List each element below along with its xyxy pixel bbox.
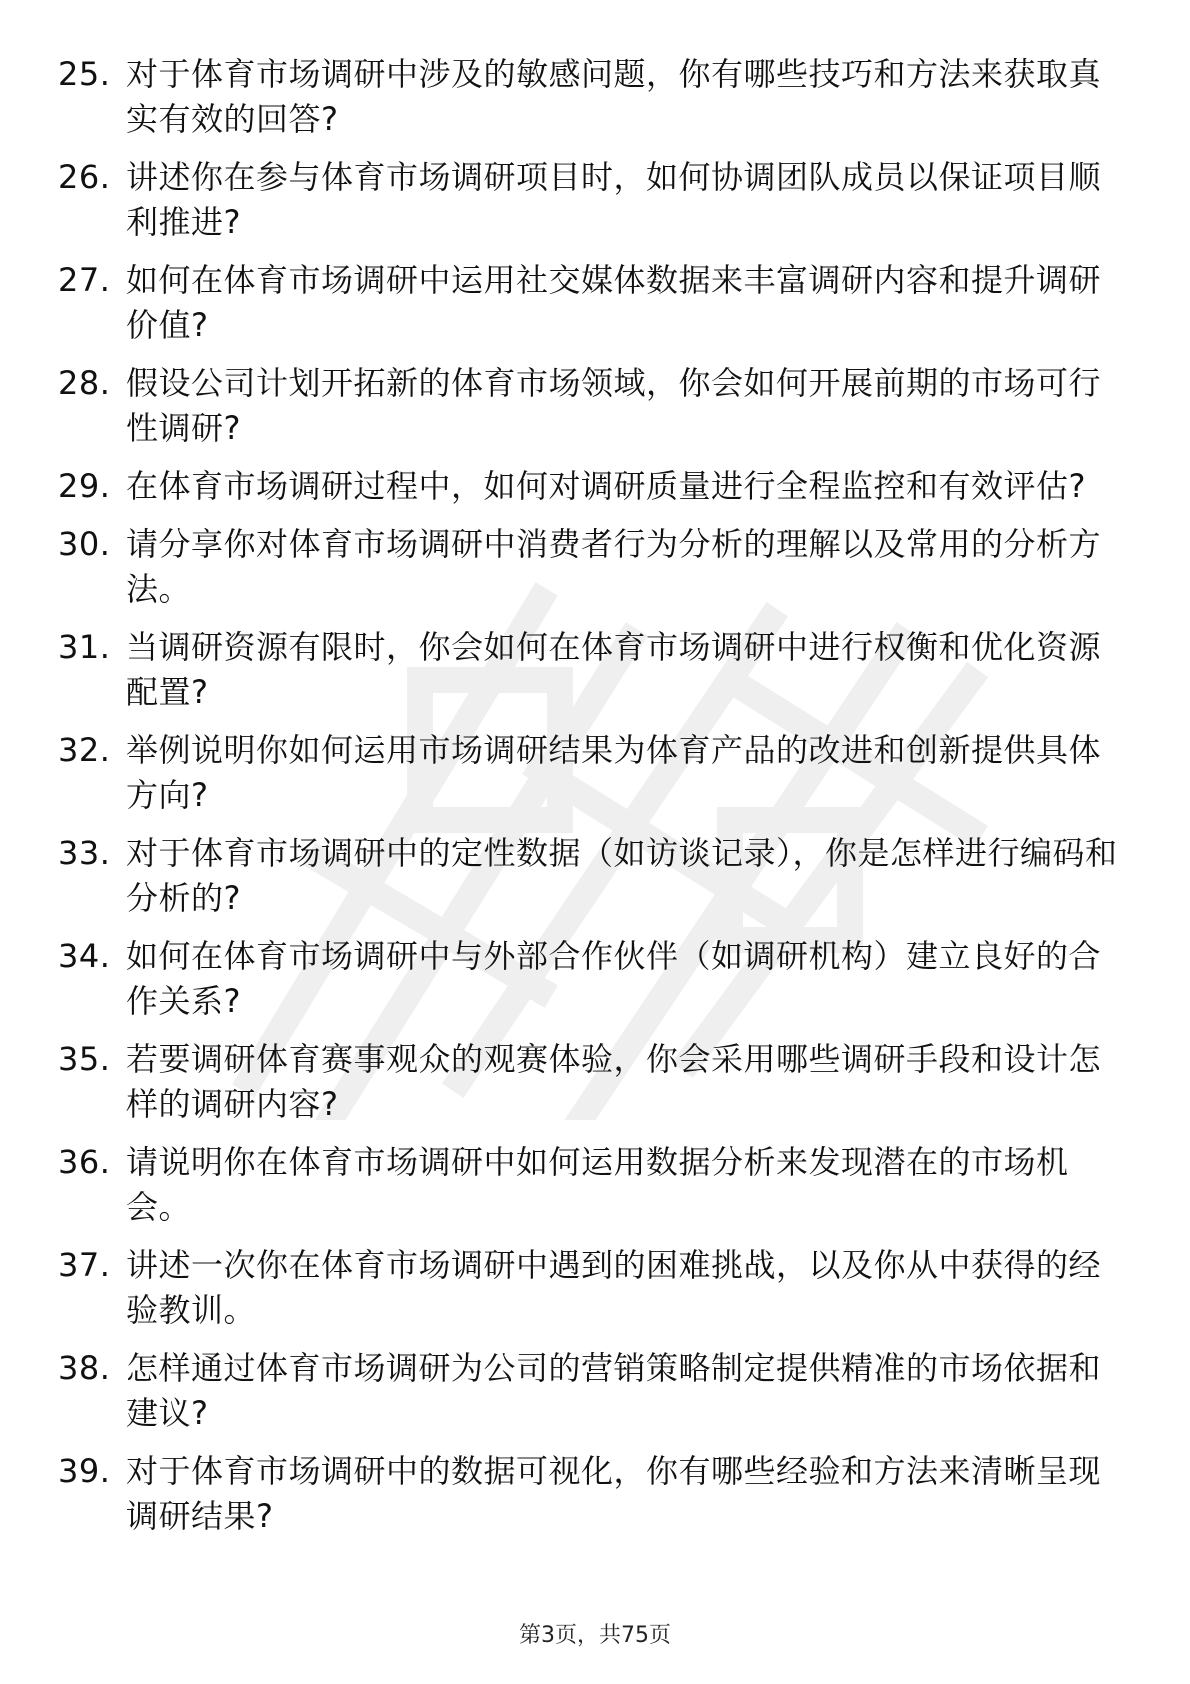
question-text: 如何在体育市场调研中运用社交媒体数据来丰富调研内容和提升调研价值? [126, 261, 1102, 344]
question-text: 如何在体育市场调研中与外部合作伙伴（如调研机构）建立良好的合作关系? [126, 937, 1102, 1020]
question-text: 当调研资源有限时，你会如何在体育市场调研中进行权衡和优化资源配置? [126, 628, 1102, 711]
page-footer: 第3页，共75页 [519, 1623, 671, 1648]
question-item [58, 625, 1118, 715]
question-item [58, 934, 1118, 1024]
question-item [58, 1037, 1118, 1127]
question-number: 26. [58, 158, 111, 196]
question-item [58, 1243, 1118, 1333]
question-item [58, 728, 1118, 818]
question-text: 若要调研体育赛事观众的观赛体验，你会采用哪些调研手段和设计怎样的调研内容? [126, 1040, 1102, 1123]
question-item [58, 361, 1118, 451]
question-number: 29. [58, 467, 111, 505]
question-item [58, 155, 1118, 245]
question-text: 请分享你对体育市场调研中消费者行为分析的理解以及常用的分析方法。 [126, 525, 1102, 608]
question-number: 39. [58, 1452, 111, 1490]
question-text: 对于体育市场调研中涉及的敏感问题，你有哪些技巧和方法来获取真实有效的回答? [126, 55, 1102, 138]
question-text: 怎样通过体育市场调研为公司的营销策略制定提供精准的市场依据和建议? [126, 1349, 1102, 1432]
question-item [58, 522, 1118, 612]
question-text: 讲述你在参与体育市场调研项目时，如何协调团队成员以保证项目顺利推进? [126, 158, 1102, 241]
question-text: 请说明你在体育市场调研中如何运用数据分析来发现潜在的市场机会。 [126, 1143, 1069, 1226]
question-text: 对于体育市场调研中的定性数据（如访谈记录），你是怎样进行编码和分析的? [126, 834, 1118, 917]
question-number: 36. [58, 1143, 111, 1181]
question-number: 34. [58, 937, 111, 975]
question-number: 31. [58, 628, 111, 666]
question-number: 27. [58, 261, 111, 299]
question-number: 28. [58, 364, 111, 402]
question-number: 25. [58, 55, 111, 93]
question-item [58, 1346, 1118, 1436]
question-item [58, 52, 1118, 142]
question-number: 33. [58, 834, 111, 872]
question-number: 37. [58, 1246, 111, 1284]
question-number: 32. [58, 731, 111, 769]
question-item [58, 1449, 1118, 1539]
question-item [58, 1140, 1118, 1230]
question-item [58, 464, 1118, 509]
question-item [58, 258, 1118, 348]
question-item [58, 831, 1118, 921]
question-text: 假设公司计划开拓新的体育市场领域，你会如何开展前期的市场可行性调研? [126, 364, 1102, 447]
question-number: 38. [58, 1349, 111, 1387]
question-text: 在体育市场调研过程中，如何对调研质量进行全程监控和有效评估? [126, 467, 1086, 505]
question-number: 35. [58, 1040, 111, 1078]
question-text: 讲述一次你在体育市场调研中遇到的困难挑战，以及你从中获得的经验教训。 [126, 1246, 1102, 1329]
question-text: 对于体育市场调研中的数据可视化，你有哪些经验和方法来清晰呈现调研结果? [126, 1452, 1102, 1535]
question-text: 举例说明你如何运用市场调研结果为体育产品的改进和创新提供具体方向? [126, 731, 1102, 814]
question-list [58, 52, 1118, 1552]
question-number: 30. [58, 525, 111, 563]
